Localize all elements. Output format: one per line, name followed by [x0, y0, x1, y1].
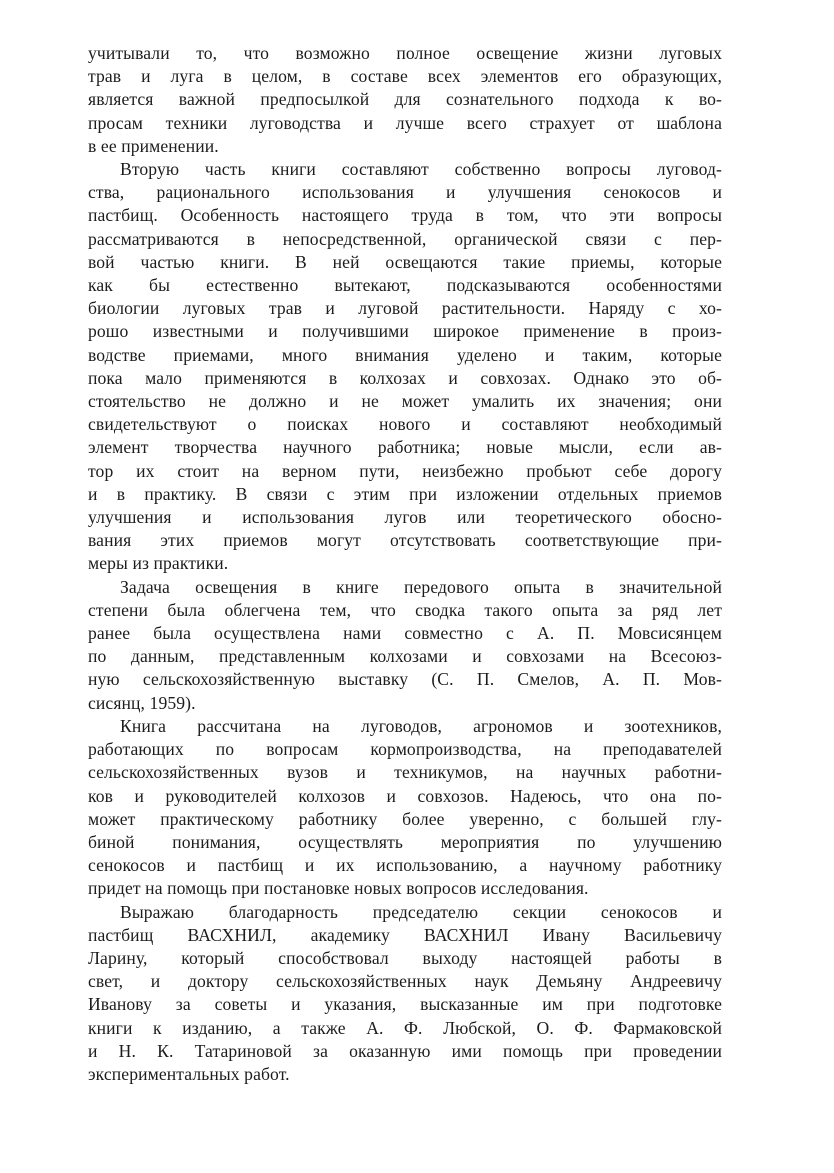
text-line: пастбищ. Особенность настоящего труда в том, что эти вопросы [88, 205, 722, 226]
text-line: учитывали то, что возможно полное освещение жизни луговых [88, 43, 722, 63]
text-line: сельскохозяйственных вузов и техникумов, на научных работни- [88, 762, 722, 783]
text-line: просам техники луговодства и лучше всего страхует от шаблона [88, 112, 722, 133]
text-line: вой частью книги. В ней освещаются такие приемы, которые [88, 251, 722, 272]
text-line: стоятельство не должно и не может умалить их значения; они [88, 391, 722, 412]
text-line: водстве приемами, много внимания уделено и таким, которые [88, 344, 722, 365]
paragraph [88, 42, 722, 158]
text-line: и в практику. В связи с этим при изложении отдельных приемов [88, 483, 722, 504]
text-line: Иванову за советы и указания, высказанные им при подготовке [88, 994, 722, 1015]
text-line: пока мало применяются в колхозах и совхозах. Однако это об- [88, 367, 722, 388]
text-line: ную сельскохозяйственную выставку (С. П. Смелов, А. П. Мов- [88, 669, 722, 690]
text-line: книги к изданию, а также А. Ф. Любской, О. Ф. Фармаковской [88, 1017, 722, 1038]
text-line: по данным, представленным колхозами и совхозами на Всесоюз- [88, 646, 722, 667]
text-line: биной понимания, осуществлять мероприятия по улучшению [88, 831, 722, 852]
text-line: степени была облегчена тем, что сводка такого опыта за ряд лет [88, 599, 722, 620]
text-line: придет на помощь при постановке новых вопросов исследования. [88, 878, 589, 899]
text-line: рассматриваются в непосредственной, органической связи с пер- [88, 228, 722, 249]
text-line: и Н. К. Татариновой за оказанную ими помощь при проведении [88, 1040, 722, 1061]
text-line: ков и руководителей колхозов и совхозов. Надеюсь, что она по- [88, 785, 722, 806]
text-line: экспериментальных работ. [88, 1063, 290, 1084]
paragraph [88, 576, 722, 715]
text-line: Ларину, который способствовал выходу настоящей работы в [88, 947, 722, 968]
text-line: биологии луговых трав и луговой растительности. Наряду с хо- [88, 298, 722, 319]
text-line: пастбищ ВАСХНИЛ, академику ВАСХНИЛ Ивану Васильевичу [88, 924, 722, 945]
text-line: ства, рационального использования и улучшения сенокосов и [88, 182, 722, 203]
text-line: может практическому работнику более уверенно, с большей глу- [88, 808, 722, 829]
text-line: работающих по вопросам кормопроизводства, на преподавателей [88, 739, 722, 760]
text-line: меры из практики. [88, 553, 229, 574]
text-line: свет, и доктору сельскохозяйственных наук Демьяну Андреевичу [88, 971, 722, 992]
text-line: ранее была осуществлена нами совместно с А. П. Мовсисянцем [88, 623, 722, 644]
text-line: сенокосов и пастбищ и их использованию, а научному работнику [88, 855, 722, 876]
page-body [88, 42, 722, 1086]
text-line: тор их стоит на верном пути, неизбежно пробьют себе дорогу [88, 460, 722, 481]
text-line: Книга рассчитана на луговодов, агрономов и зоотехников, [120, 715, 722, 736]
text-line: сисянц, 1959). [88, 692, 196, 713]
text-line: является важной предпосылкой для сознательного подхода к во- [88, 89, 722, 110]
text-line: свидетельствуют о поисках нового и составляют необходимый [88, 414, 722, 435]
paragraph [88, 901, 722, 1087]
text-line: как бы естественно вытекают, подсказываются особенностями [88, 275, 722, 296]
paragraph [88, 715, 722, 901]
text-line: вания этих приемов могут отсутствовать соответствующие при- [88, 530, 722, 551]
text-line: трав и луга в целом, в составе всех элементов его образующих, [88, 66, 722, 87]
text-line: Задача освещения в книге передового опыта в значительной [120, 576, 722, 597]
text-line: рошо известными и получившими широкое применение в произ- [88, 321, 722, 342]
text-line: Вторую часть книги составляют собственно вопросы луговод- [120, 159, 722, 180]
paragraph [88, 158, 722, 576]
text-line: элемент творчества научного работника; новые мысли, если ав- [88, 437, 722, 458]
text-line: в ее применении. [88, 135, 219, 156]
text-line: улучшения и использования лугов или теоретического обосно- [88, 507, 722, 528]
text-line: Выражаю благодарность председателю секции сенокосов и [120, 901, 722, 922]
